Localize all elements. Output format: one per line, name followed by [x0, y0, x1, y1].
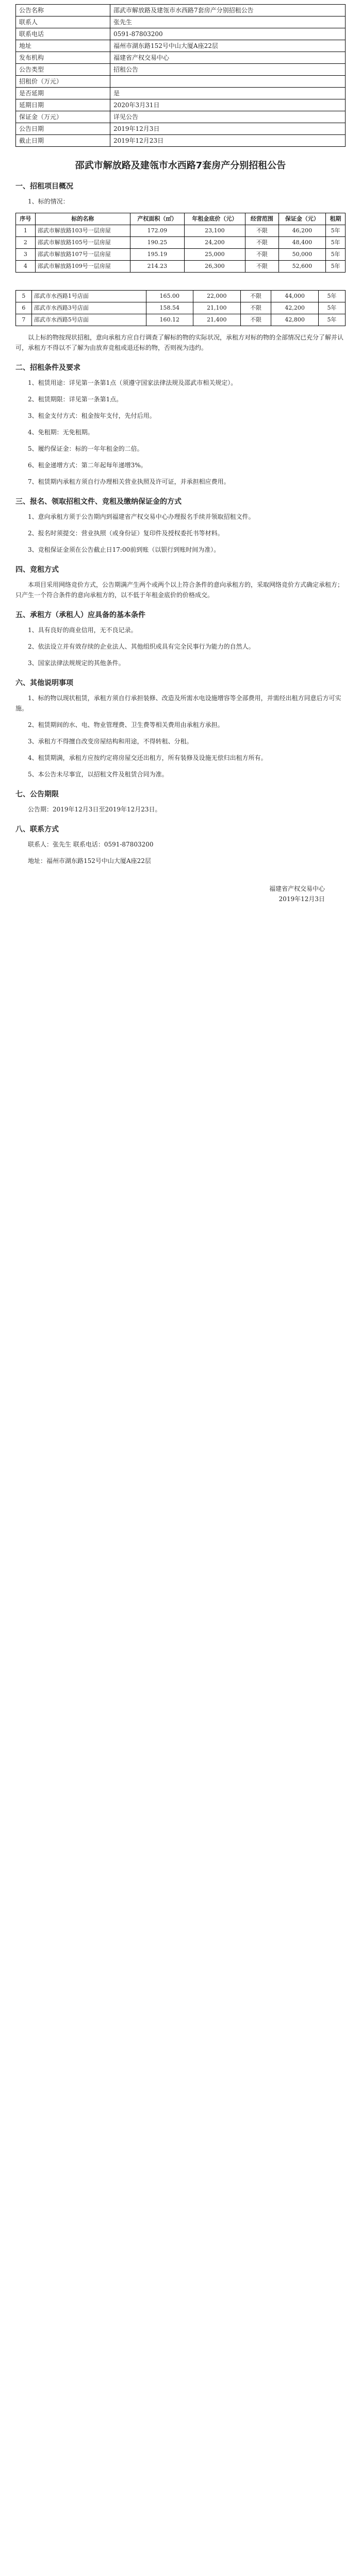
info-label: 地址 [16, 40, 110, 52]
paragraph: 5、履约保证金：标的一年年租金的二倍。 [28, 445, 143, 452]
paragraph: 以上标的物按现状招租，意向承租方应自行调查了解标的物的实际状况，承租方对标的物的全部情况已充分了解并认可，承租方不得以不了解为由放弃竞租或退还标的物，否则视为违约。 [15, 334, 344, 351]
table-cell: 214.23 [130, 261, 184, 273]
table-cell: 1 [16, 225, 36, 237]
section-heading: 一、招租项目概况 [15, 182, 73, 191]
paragraph: 2、报名时须提交：营业执照（或身份证）复印件及授权委托书等材料。 [28, 530, 224, 537]
info-row [16, 64, 346, 76]
table-row [16, 291, 346, 302]
paragraph: 2、租赁期限：详见第一条第1点。 [28, 396, 123, 403]
paragraph: 3、租金支付方式：租金按年支付，先付后用。 [28, 412, 156, 419]
table-cell: 不限 [240, 302, 271, 314]
table-cell: 195.19 [130, 249, 184, 261]
info-row [16, 111, 346, 123]
info-value: 0591-87803200 [110, 28, 346, 40]
table-cell: 5年 [318, 314, 345, 326]
table-cell: 42,200 [271, 302, 319, 314]
table-cell: 不限 [240, 314, 271, 326]
table-cell: 不限 [240, 291, 271, 302]
paragraph: 3、国家法律法规规定的其他条件。 [28, 659, 125, 667]
paragraph: 1、标的情况： [28, 198, 69, 205]
info-row [16, 88, 346, 99]
info-value: 邵武市解放路及建瓴市水西路7套房产分别招租公告 [110, 5, 346, 16]
table-header-cell: 租期 [326, 213, 346, 225]
section-heading: 二、招租条件及要求 [15, 364, 80, 372]
page-title: 邵武市解放路及建瓴市水西路7套房产分别招租公告 [75, 160, 286, 171]
info-label: 联系人 [16, 16, 110, 28]
info-value: 2019年12月3日 [110, 123, 346, 135]
table-cell: 23,100 [184, 225, 245, 237]
section-heading: 三、报名、领取招租文件、竞租及缴纳保证金的方式 [15, 498, 182, 506]
section-heading: 八、联系方式 [15, 825, 59, 834]
table-cell: 48,400 [278, 237, 325, 249]
table-cell: 5年 [326, 237, 346, 249]
table-cell: 邵武市水西路5号店面 [31, 314, 146, 326]
paragraph: 7、租赁期内承租方须自行办理相关营业执照及许可证，并承担相应费用。 [28, 478, 230, 485]
table-cell: 24,200 [184, 237, 245, 249]
table-row [16, 302, 346, 314]
table-cell: 3 [16, 249, 36, 261]
table-cell: 25,000 [184, 249, 245, 261]
info-row [16, 135, 346, 147]
info-row [16, 99, 346, 111]
info-table [15, 4, 346, 147]
table-cell: 邵武市解放路103号一层房屋 [35, 225, 130, 237]
table-cell: 46,200 [278, 225, 325, 237]
page [15, 0, 346, 904]
table-cell: 160.12 [146, 314, 193, 326]
section-heading: 四、竞租方式 [15, 566, 59, 574]
paragraph: 1、意向承租方须于公告期内到福建省产权交易中心办理报名手续并领取招租文件。 [28, 513, 255, 520]
table-cell: 42,800 [271, 314, 319, 326]
info-row [16, 52, 346, 64]
paragraph: 2、依法设立并有效存续的企业法人、其他组织或具有完全民事行为能力的自然人。 [28, 643, 255, 650]
info-value: 详见公告 [110, 111, 346, 123]
table-cell: 21,400 [193, 314, 241, 326]
info-value: 福建省产权交易中心 [110, 52, 346, 64]
info-value: 2020年3月31日 [110, 99, 346, 111]
paragraph: 本项目采用网络竞价方式，公告期满产生两个或两个以上符合条件的意向承租方的，采取网络竞价方式确定承租方；只产生一个符合条件的意向承租方的，以不低于年租金底价的价格成交。 [15, 581, 344, 599]
paragraph: 5、本公告未尽事宜，以招租文件及租赁合同为准。 [28, 771, 168, 778]
section-heading: 五、承租方（承租人）应具备的基本条件 [15, 611, 145, 619]
table-cell: 5年 [318, 302, 345, 314]
paragraph: 1、租赁用途：详见第一条第1点（须遵守国家法律法规及邵武市相关规定）。 [28, 379, 237, 386]
table-cell: 158.54 [146, 302, 193, 314]
info-value: 招租公告 [110, 64, 346, 76]
info-label: 联系电话 [16, 28, 110, 40]
section-heading: 七、公告期限 [15, 790, 59, 799]
asset-table [15, 213, 346, 273]
info-label: 公告名称 [16, 5, 110, 16]
table-cell: 不限 [245, 249, 279, 261]
table-cell: 190.25 [130, 237, 184, 249]
info-row [16, 76, 346, 88]
table-cell: 4 [16, 261, 36, 273]
table-cell: 邵武市解放路107号一层房屋 [35, 249, 130, 261]
table-row [16, 261, 346, 273]
table-header-cell: 序号 [16, 213, 36, 225]
table-header-cell: 产权面积（㎡） [130, 213, 184, 225]
info-row [16, 5, 346, 16]
info-row [16, 28, 346, 40]
table-cell: 5 [16, 291, 32, 302]
table-cell: 22,000 [193, 291, 241, 302]
table-cell: 不限 [245, 237, 279, 249]
info-label: 招租价（万元） [16, 76, 110, 88]
section-heading: 六、其他说明事项 [15, 679, 73, 687]
info-value: 福州市湖东路152号中山大厦A座22层 [110, 40, 346, 52]
table-cell: 5年 [318, 291, 345, 302]
info-row [16, 123, 346, 135]
table-row [16, 314, 346, 326]
info-value: 是 [110, 88, 346, 99]
info-row [16, 40, 346, 52]
table-cell: 邵武市水西路1号店面 [31, 291, 146, 302]
table-header-cell: 保证金（元） [278, 213, 325, 225]
table-cell: 50,000 [278, 249, 325, 261]
paragraph: 1、具有良好的商业信用，无不良记录。 [28, 626, 137, 634]
info-label: 是否延期 [16, 88, 110, 99]
table-cell: 165.00 [146, 291, 193, 302]
paragraph: 3、承租方不得擅自改变房屋结构和用途，不得转租、分租。 [28, 738, 193, 745]
table-row [16, 249, 346, 261]
table-cell: 邵武市水西路3号店面 [31, 302, 146, 314]
paragraph: 地址：福州市湖东路152号中山大厦A座22层 [28, 857, 151, 865]
table-cell: 6 [16, 302, 32, 314]
paragraph: 4、租赁期满，承租方应按约定将房屋交还出租方，所有装修及设施无偿归出租方所有。 [28, 754, 267, 761]
table-cell: 不限 [245, 261, 279, 273]
table-cell: 52,600 [278, 261, 325, 273]
info-row [16, 16, 346, 28]
table-cell: 5年 [326, 249, 346, 261]
info-label: 公告类型 [16, 64, 110, 76]
sign-org: 福建省产权交易中心 [269, 885, 325, 892]
paragraph: 3、竞租保证金须在公告截止日17:00前到账（以银行到账时间为准）。 [28, 546, 220, 553]
info-label: 公告日期 [16, 123, 110, 135]
paragraph: 4、免租期：无免租期。 [28, 429, 94, 436]
table-cell: 邵武市解放路109号一层房屋 [35, 261, 130, 273]
table-cell: 26,300 [184, 261, 245, 273]
info-label: 保证金（万元） [16, 111, 110, 123]
paragraph: 1、标的物以现状租赁，承租方须自行承担装修、改造及所需水电设施增容等全部费用，并需经出租方同意后方可实施。 [15, 694, 341, 712]
info-label: 发布机构 [16, 52, 110, 64]
paragraph: 公告期：2019年12月3日至2019年12月23日。 [28, 806, 161, 813]
paragraph: 联系人：张先生 联系电话：0591-87803200 [28, 841, 154, 848]
table-cell: 不限 [245, 225, 279, 237]
info-value: 2019年12月23日 [110, 135, 346, 147]
table-cell: 44,000 [271, 291, 319, 302]
table-row [16, 237, 346, 249]
table-row [16, 225, 346, 237]
asset-table-continued [15, 290, 346, 326]
table-header-cell: 标的名称 [35, 213, 130, 225]
table-cell: 5年 [326, 261, 346, 273]
info-label: 截止日期 [16, 135, 110, 147]
table-cell: 7 [16, 314, 32, 326]
info-value: 张先生 [110, 16, 346, 28]
table-cell: 2 [16, 237, 36, 249]
paragraph: 6、租金递增方式：第二年起每年递增3%。 [28, 462, 147, 469]
info-label: 延期日期 [16, 99, 110, 111]
table-header-cell: 经营范围 [245, 213, 279, 225]
sign-date: 2019年12月3日 [278, 895, 325, 903]
paragraph: 2、租赁期间的水、电、物业管理费、卫生费等相关费用由承租方承担。 [28, 721, 224, 728]
table-cell: 邵武市解放路105号一层房屋 [35, 237, 130, 249]
table-header-cell: 年租金底价（元） [184, 213, 245, 225]
table-cell: 21,100 [193, 302, 241, 314]
table-cell: 172.09 [130, 225, 184, 237]
info-value [110, 76, 346, 88]
table-cell: 5年 [326, 225, 346, 237]
